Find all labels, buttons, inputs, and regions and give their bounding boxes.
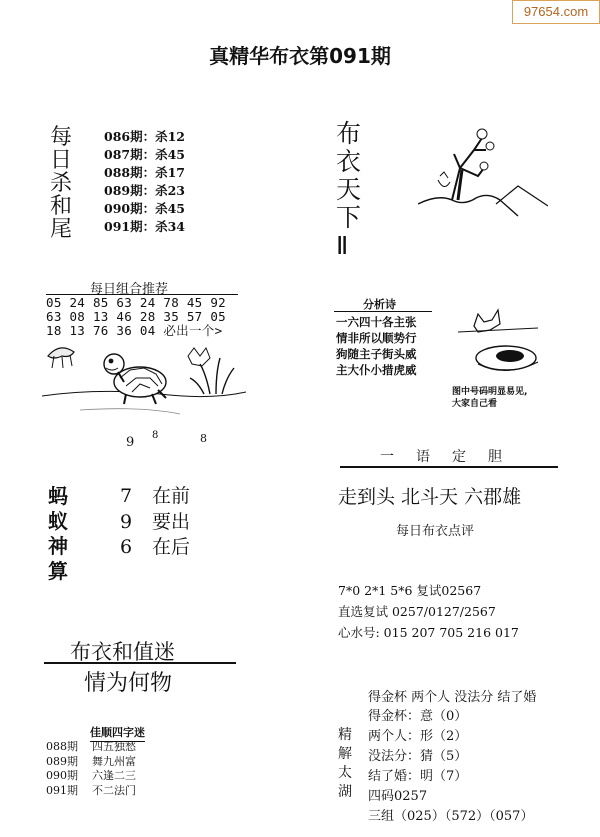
ant-row xyxy=(120,535,190,561)
puzzle-text: 六逢二三 xyxy=(92,769,136,782)
kill-title-char: 日 xyxy=(50,148,73,173)
combo-row: 05 24 85 63 24 78 45 92 xyxy=(46,295,226,310)
puzzle-text: 不二法门 xyxy=(92,783,136,797)
svg-text:9: 9 xyxy=(126,435,135,450)
right-title-char: 下 xyxy=(336,203,362,232)
puzzle-title: 佳顺四字迷 xyxy=(90,724,145,742)
ant-title-char: 神 xyxy=(48,534,68,558)
kong-line: 三组（025）（572）（057） xyxy=(368,809,534,824)
buyi-tianxia-title xyxy=(336,120,361,260)
kill-title-char: 杀 xyxy=(50,171,73,196)
puzzle-text: 舞九州富 xyxy=(92,754,136,768)
kill-tail-list xyxy=(104,128,185,236)
svg-text:8: 8 xyxy=(200,432,207,445)
puzzle-period: 090期 xyxy=(46,769,78,782)
dog-illustration xyxy=(448,298,552,384)
kill-tail-title xyxy=(50,126,72,241)
ant-number: 9 xyxy=(120,510,133,533)
kong-title-char: 太 xyxy=(338,765,352,781)
ant-title xyxy=(48,484,68,584)
analysis-poem-title: 分析诗 xyxy=(363,298,396,311)
code-list xyxy=(338,580,519,643)
daily-review-label: 每日布衣点评 xyxy=(396,524,475,539)
ant-title-char: 算 xyxy=(48,559,68,583)
right-title-char: 布 xyxy=(336,119,362,148)
kong-title-char: 精 xyxy=(338,727,352,743)
code-line: 心水号: 015 207 705 216 017 xyxy=(338,625,519,640)
kong-line: 两个人：形（2） xyxy=(368,729,468,744)
kong-line: 得金杯：意（0） xyxy=(368,709,468,724)
analysis-poem-lines xyxy=(336,314,417,378)
kill-row: 086期：杀12 xyxy=(104,129,185,144)
kong-line: 结了婚：明（7） xyxy=(368,769,468,784)
kong-intro: 得金杯 两个人 没法分 结了婚 xyxy=(368,690,537,705)
svg-text:8: 8 xyxy=(152,430,159,441)
ant-number: 7 xyxy=(120,485,133,507)
puzzle-period: 088期 xyxy=(46,740,78,753)
buyi-divider xyxy=(44,662,236,664)
turtle-illustration xyxy=(40,334,250,450)
puzzle-row xyxy=(46,769,136,784)
kill-row: 089期：杀23 xyxy=(104,183,185,198)
ant-row xyxy=(120,510,190,536)
code-line: 直选复试 0257/0127/2567 xyxy=(338,604,496,619)
right-title-char: 衣 xyxy=(336,147,362,176)
poem-line: 狗随主子街头威 xyxy=(336,347,417,361)
puzzle-list xyxy=(46,740,136,798)
kill-row: 091期：杀34 xyxy=(104,219,185,234)
kong-title xyxy=(338,726,352,802)
ant-number: 6 xyxy=(120,536,133,558)
right-title-char: Ⅱ xyxy=(336,231,349,260)
note-line: 图中号码明显易见, xyxy=(452,387,528,397)
combo-title: 每日组合推荐 xyxy=(90,282,169,297)
kill-row: 090期：杀45 xyxy=(104,201,185,216)
puzzle-row xyxy=(46,740,136,755)
kill-row: 087期：杀45 xyxy=(104,147,185,162)
poem-line: 一六四十各主张 xyxy=(336,315,417,329)
poem-line: 情非所以顺势行 xyxy=(336,331,417,345)
puzzle-text: 四五独愁 xyxy=(92,740,136,753)
ant-text: 要出 xyxy=(152,510,191,533)
puzzle-row xyxy=(46,755,136,770)
ant-list xyxy=(120,484,190,561)
kill-row: 088期：杀17 xyxy=(104,165,185,180)
ant-title-char: 蚂 xyxy=(48,484,68,508)
ant-row xyxy=(120,484,190,510)
code-line: 7*0 2*1 5*6 复试02567 xyxy=(338,583,482,598)
note-line: 大家自己看 xyxy=(452,399,498,409)
buyi-riddle-label: 布衣和值迷 xyxy=(70,640,175,664)
kong-line: 四码0257 xyxy=(368,789,428,804)
tree-illustration xyxy=(418,120,548,222)
kill-title-char: 和 xyxy=(50,194,73,219)
ant-text: 在前 xyxy=(152,485,191,507)
slogan-text: 走到头 北斗天 六郡雄 xyxy=(338,486,522,508)
combo-row: 18 13 76 36 04 必出一个> xyxy=(46,323,223,338)
kong-title-char: 湖 xyxy=(338,784,352,800)
buyi-riddle-text: 情为何物 xyxy=(84,671,173,696)
poem-line: 主大仆小措虎威 xyxy=(336,363,417,377)
yiyu-dingdan-title: 一语定胆 xyxy=(380,449,524,465)
ant-title-char: 蚁 xyxy=(48,509,68,533)
site-watermark: 97654.com xyxy=(512,0,600,24)
kong-line: 没法分：猜（5） xyxy=(368,749,468,764)
combo-rows xyxy=(46,296,226,338)
combo-row: 63 08 13 46 28 35 57 05 xyxy=(46,309,226,324)
puzzle-row xyxy=(46,784,136,799)
right-title-char: 天 xyxy=(336,175,362,204)
yiyu-divider xyxy=(340,466,558,468)
analysis-note xyxy=(452,386,527,410)
analysis-divider xyxy=(334,311,432,312)
ant-text: 在后 xyxy=(152,536,191,558)
puzzle-period: 091期 xyxy=(46,783,78,797)
kong-title-char: 解 xyxy=(338,746,352,762)
kill-title-char: 尾 xyxy=(50,217,73,242)
kong-lines xyxy=(368,707,533,827)
puzzle-period: 089期 xyxy=(46,754,78,768)
kill-title-char: 每 xyxy=(50,125,73,150)
page-title: 真精华布衣第091期 xyxy=(209,44,391,68)
